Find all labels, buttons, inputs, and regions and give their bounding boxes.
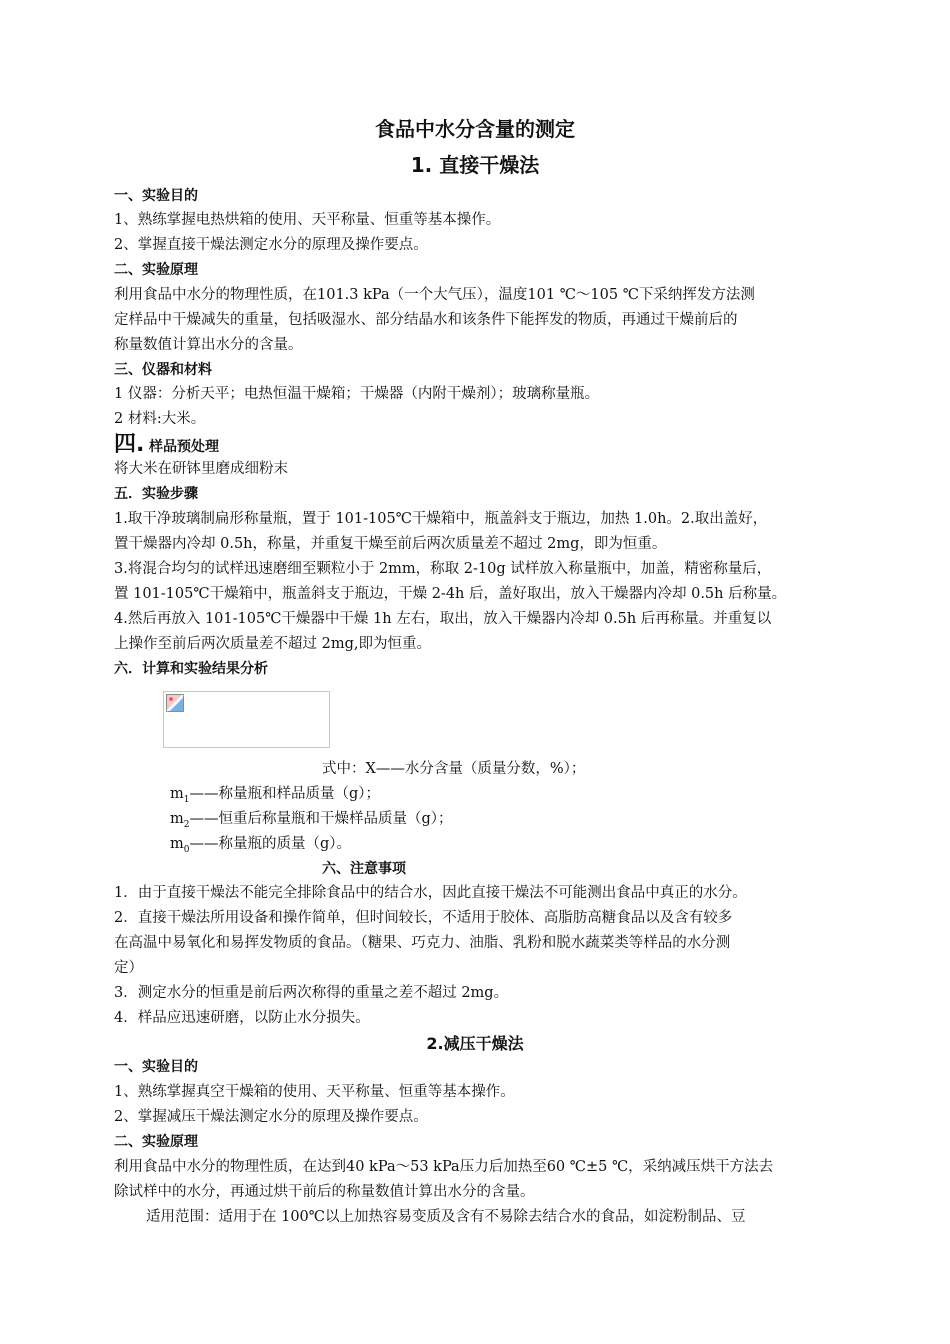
formula-variable: $m_1——$称量瓶和样品质量（g）； [170, 786, 381, 805]
formula-variable: $m_2——$恒重后称量瓶和干燥样品质量（g）； [170, 811, 453, 830]
paragraph-line: 3．测定水分的恒重是前后两次称得的重量之差不超过 2mg。 [114, 985, 509, 1001]
section-heading: 五．实验步骤 [114, 486, 198, 502]
paragraph-line: 利用食品中水分的物理性质，在101.3 kPa（一个大气压），温度101 ℃～105 ℃下采纳挥发方法测 [114, 287, 755, 303]
paragraph-line: 1 仪器：分析天平；电热恒温干燥箱；干燥器（内附干燥剂）；玻璃称量瓶。 [114, 386, 600, 402]
paragraph-line: 称量数值计算出水分的含量。 [114, 337, 303, 353]
paragraph-line: 适用范围：适用于在 100℃以上加热容易变质及含有不易除去结合水的食品，如淀粉制品、豆 [146, 1209, 746, 1225]
paragraph-line: 在高温中易氧化和易挥发物质的食品。（糖果、巧克力、油脂、乳粉和脱水蔬菜类等样品的水分测 [114, 935, 731, 951]
section-heading: 二、实验原理 [114, 1134, 198, 1150]
section-heading: 三、仪器和材料 [114, 362, 212, 378]
paragraph-line: 置干燥器内冷却 0.5h，称量，并重复干燥至前后两次质量差不超过 2mg，即为恒重。 [114, 536, 667, 552]
paragraph-line: 1．由于直接干燥法不能完全排除食品中的结合水，因此直接干燥法不可能测出食品中真正的水分。 [114, 885, 747, 901]
section-heading: 六、注意事项 [322, 861, 406, 877]
paragraph-line: 4．样品应迅速研磨，以防止水分损失。 [114, 1010, 370, 1026]
method1-title: 1. 直接干燥法 [410, 153, 540, 177]
formula-image [163, 691, 330, 748]
paragraph-line: 上操作至前后两次质量差不超过 2mg,即为恒重。 [114, 636, 431, 652]
section-heading: 一、实验目的 [114, 188, 198, 204]
section-heading-4 [114, 432, 844, 460]
paragraph-line: 除试样中的水分，再通过烘干前后的称量数值计算出水分的含量。 [114, 1184, 535, 1200]
formula-legend: 式中：X——水分含量（质量分数，%）； [322, 761, 586, 777]
section-heading: 六．计算和实验结果分析 [114, 661, 268, 677]
paragraph-line: 1.取干净玻璃制扁形称量瓶，置于 101-105℃干燥箱中，瓶盖斜支于瓶边，加热 1.0h。2.取出盖好， [114, 511, 768, 527]
paragraph-line: 定样品中干燥减失的重量，包括吸湿水、部分结晶水和该条件下能挥发的物质，再通过干燥前后的 [114, 312, 738, 328]
paragraph-line: 2、掌握减压干燥法测定水分的原理及操作要点。 [114, 1109, 428, 1125]
paragraph-line: 2 材料:大米。 [114, 411, 206, 427]
method2-title: 2.减压干燥法 [426, 1034, 524, 1053]
section-heading: 二、实验原理 [114, 262, 198, 278]
broken-image-icon [166, 694, 184, 712]
section-heading: 一、实验目的 [114, 1059, 198, 1075]
formula-variable: $m_0——$称量瓶的质量（g）。 [170, 836, 352, 855]
paragraph-line: 4.然后再放入 101-105℃干燥器中干燥 1h 左右，取出，放入干燥器内冷却 0.5h 后再称量。并重复以 [114, 611, 772, 627]
paragraph-line: 置 101-105℃干燥箱中，瓶盖斜支于瓶边，干燥 2-4h 后，盖好取出，放入干燥器内冷却 0.5h 后称量。 [114, 586, 787, 602]
section-number: 四. [114, 432, 145, 457]
paragraph-line: 2、掌握直接干燥法测定水分的原理及操作要点。 [114, 237, 428, 253]
paragraph-line: 利用食品中水分的物理性质，在达到40 kPa～53 kPa压力后加热至60 ℃±5 ℃，采纳减压烘干方法去 [114, 1159, 774, 1175]
document-title: 食品中水分含量的测定 [375, 117, 575, 141]
paragraph-line: 2．直接干燥法所用设备和操作简单，但时间较长，不适用于胶体、高脂肪高糖食品以及含有较多 [114, 910, 733, 926]
paragraph-line: 1、熟练掌握真空干燥箱的使用、天平称量、恒重等基本操作。 [114, 1084, 515, 1100]
paragraph-line: 1、熟练掌握电热烘箱的使用、天平称量、恒重等基本操作。 [114, 212, 501, 228]
section-heading: 样品预处理 [148, 439, 219, 455]
paragraph-line: 定） [114, 960, 143, 976]
paragraph-line: 将大米在研钵里磨成细粉末 [114, 461, 288, 477]
paragraph-line: 3.将混合均匀的试样迅速磨细至颗粒小于 2mm，称取 2-10g 试样放入称量瓶中，加盖，精密称量后， [114, 561, 772, 577]
